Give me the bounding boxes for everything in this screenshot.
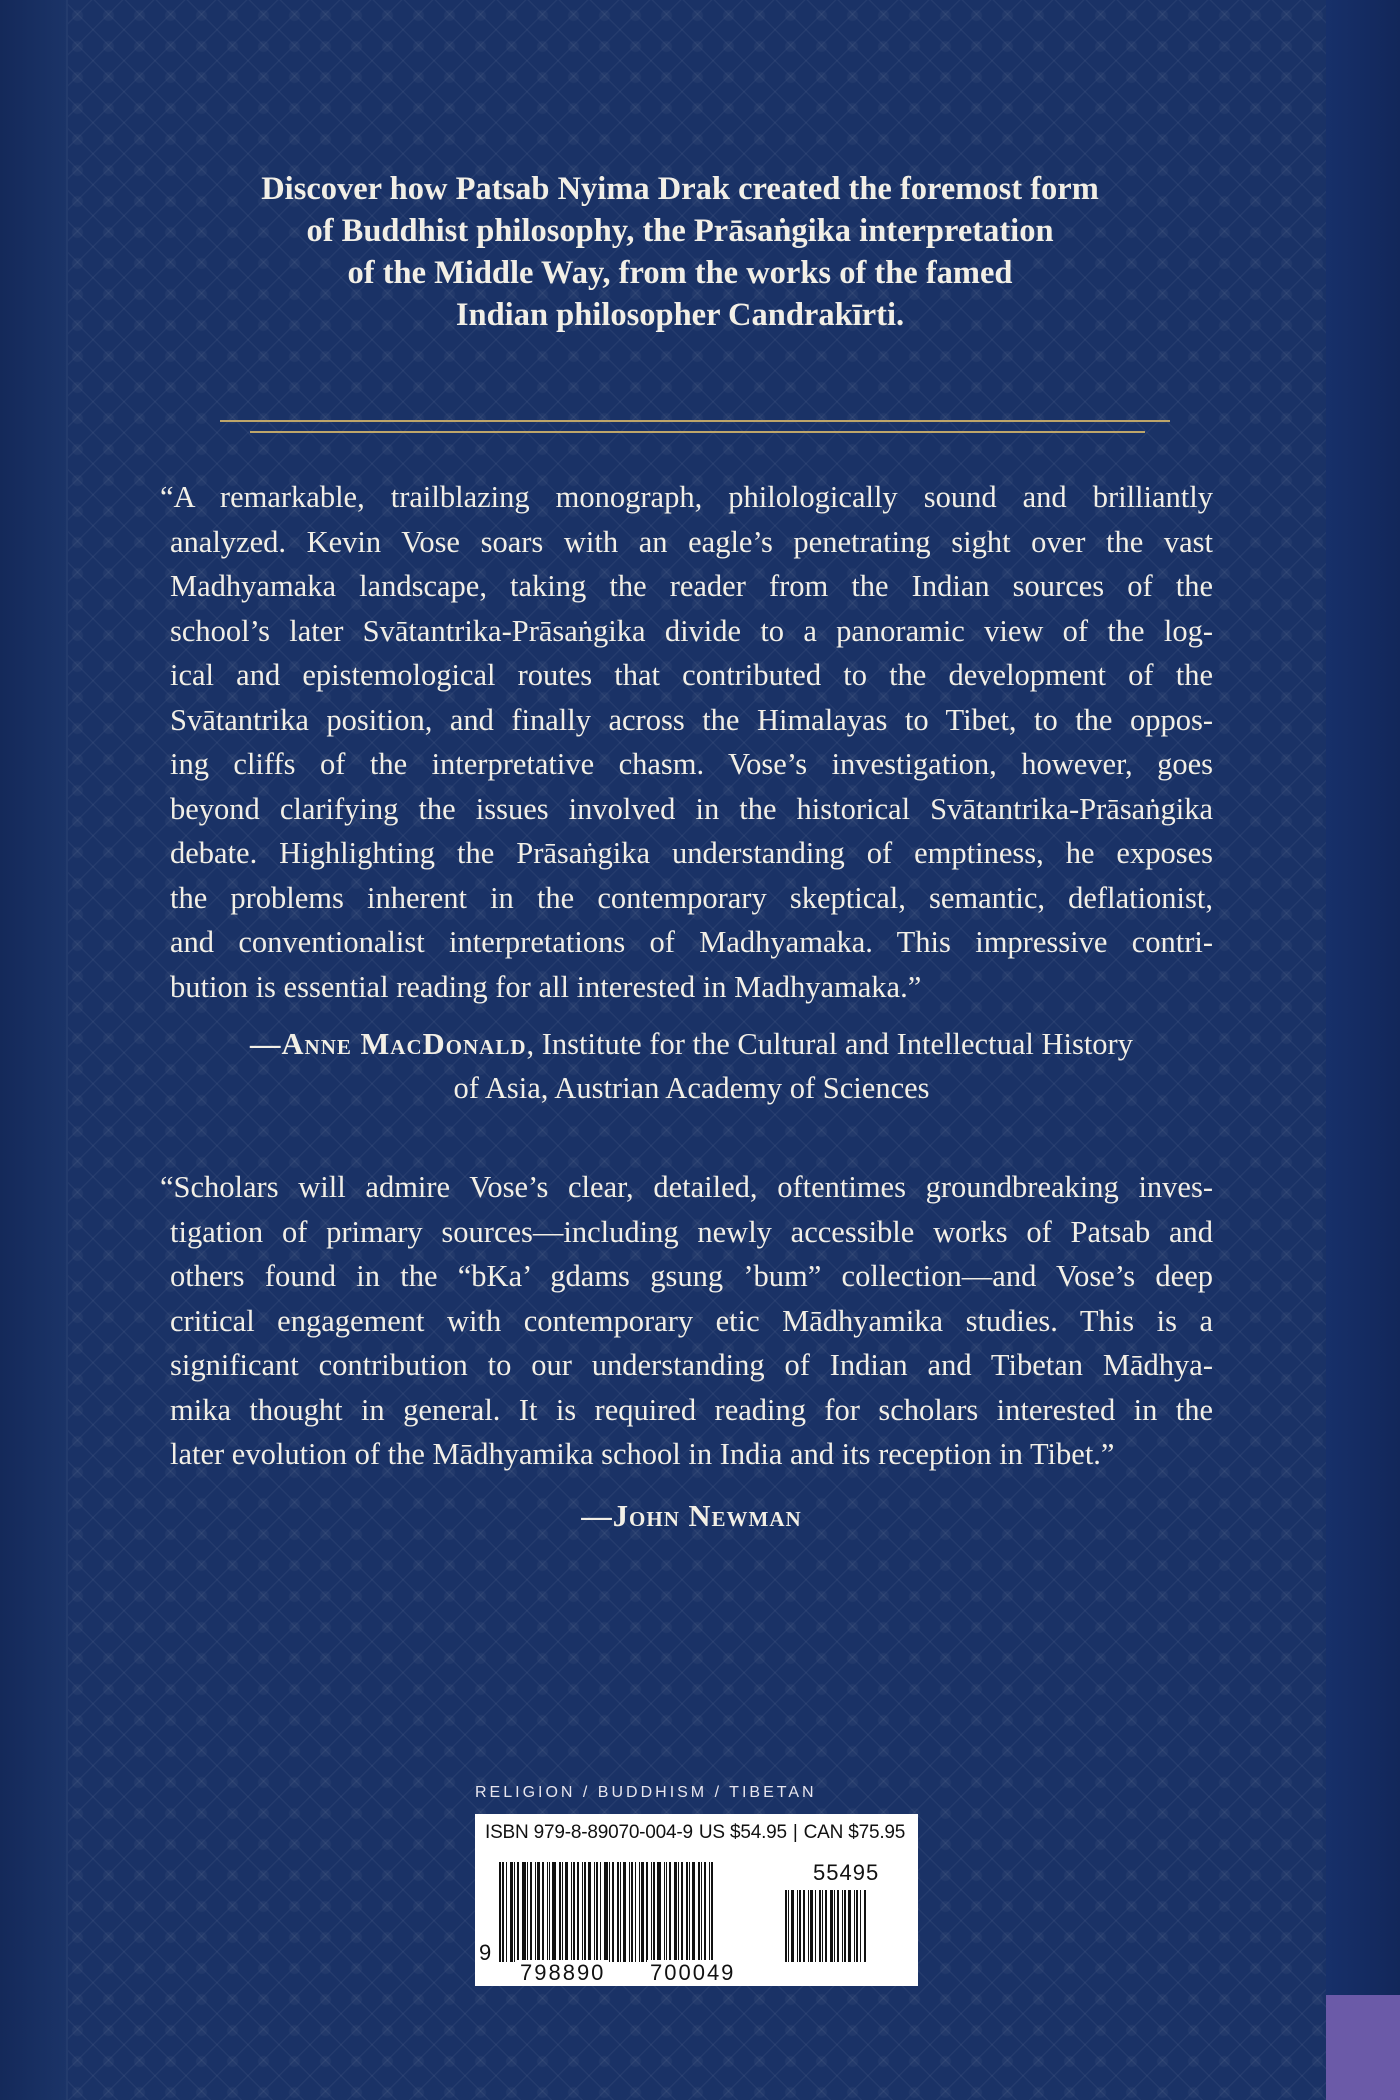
barcode-bar	[517, 1862, 519, 1962]
barcode-bar	[653, 1862, 655, 1962]
attribution-dash: —	[581, 1499, 613, 1533]
barcode-bar	[584, 1862, 586, 1962]
barcode-bar	[830, 1890, 833, 1962]
attribution-line	[170, 1494, 1213, 1538]
barcode-bar	[510, 1862, 513, 1962]
barcode-bar	[689, 1862, 690, 1962]
quote-line: bution is essential reading for all interested in Madhyamaka.”	[170, 969, 922, 1004]
barcode-bar	[522, 1862, 526, 1962]
barcode-bar	[547, 1862, 548, 1962]
barcode-bar	[646, 1862, 648, 1962]
quote-line: significant contribution to our understanding of Indian and Tibetan Mādhya-	[170, 1348, 1213, 1382]
quote-line: later evolution of the Mādhyamika school in India and its reception in Tibet.”	[170, 1437, 1115, 1471]
barcode-bar	[854, 1890, 855, 1962]
gold-rule-top	[220, 420, 1170, 422]
quote-line: ical and epistemological routes that contributed to the development of the	[170, 658, 1213, 692]
gold-rule-bottom	[250, 431, 1145, 433]
barcode-bar	[837, 1890, 839, 1962]
barcode-bar	[596, 1862, 598, 1962]
barcode-bar	[641, 1862, 644, 1962]
barcode-bar	[571, 1862, 572, 1962]
barcode-bar	[681, 1862, 683, 1962]
attribution-newman	[170, 1494, 1213, 1538]
quote-line: school’s later Svātantrika-Prāsaṅgika divide to a panoramic view of the log-	[170, 613, 1213, 648]
barcode-bar	[791, 1890, 794, 1962]
purple-edge-tab	[1326, 1995, 1400, 2100]
barcode-bar	[815, 1890, 816, 1962]
barcode-bar	[559, 1862, 561, 1962]
quote-line: beyond clarifying the issues involved in the historical Svātantrika-Prāsaṅgika	[170, 791, 1213, 826]
barcode-bar	[799, 1890, 801, 1962]
barcode-bar	[537, 1862, 540, 1962]
quote-line: mika thought in general. It is required reading for scholars interested in the	[170, 1392, 1213, 1427]
barcode-bar	[709, 1862, 710, 1962]
barcode-bar	[573, 1862, 575, 1962]
barcode-bar	[549, 1862, 550, 1962]
isbn-price-line	[485, 1822, 910, 1850]
subject-category: RELIGION / BUDDHISM / TIBETAN	[475, 1784, 817, 1801]
barcode-bar	[635, 1862, 636, 1962]
barcode-bar	[825, 1890, 827, 1962]
quote-line: analyzed. Kevin Vose soars with an eagle’s penetrating sight over the vast	[170, 524, 1213, 559]
tagline-line: Indian philosopher Candrakīrti.	[455, 297, 905, 333]
barcode-bar	[819, 1890, 821, 1962]
barcode-bar	[502, 1862, 504, 1962]
barcode-bar	[842, 1890, 843, 1962]
barcode-bar	[639, 1862, 640, 1962]
barcode-panel	[475, 1814, 918, 1986]
quote-line: debate. Highlighting the Prāsaṅgika understanding of emptiness, he exposes	[170, 836, 1213, 870]
barcode-bar	[612, 1862, 614, 1962]
barcode-bar	[651, 1862, 652, 1962]
attribution-name: Anne MacDonald	[281, 1027, 527, 1061]
isbn-text: ISBN 979-8-89070-004-9	[485, 1822, 693, 1843]
price-addon-barcode-bars	[785, 1890, 867, 1962]
barcode-bar	[674, 1862, 677, 1962]
barcode-bar	[535, 1862, 536, 1962]
price-separator: |	[792, 1822, 798, 1843]
barcode-bar	[620, 1862, 621, 1962]
attribution-dash: —	[250, 1027, 282, 1061]
attribution-name: John Newman	[612, 1499, 802, 1533]
left-edge-band	[0, 0, 68, 2100]
quote-line: ing cliffs of the interpretative chasm. Vose’s investigation, however, goes	[170, 747, 1213, 781]
quote-line: critical engagement with contemporary etic Mādhyamika studies. This is a	[170, 1303, 1213, 1338]
right-edge-band	[1326, 0, 1400, 2100]
barcode-bar	[803, 1890, 805, 1962]
barcode-bar	[669, 1862, 671, 1962]
barcode-bar	[808, 1890, 809, 1962]
barcode-bar	[704, 1862, 706, 1962]
attribution-affiliation-line2: of Asia, Austrian Academy of Sciences	[453, 1071, 930, 1105]
barcode-bar	[664, 1862, 665, 1962]
barcode-bar	[631, 1862, 633, 1962]
barcode-bar	[822, 1890, 823, 1962]
tagline-line: of Buddhist philosophy, the Prāsaṅgika interpretation	[306, 213, 1054, 249]
quote-line: tigation of primary sources—including newly accessible works of Patsab and	[170, 1214, 1213, 1249]
barcode-bar	[860, 1890, 861, 1962]
barcode-bar	[577, 1862, 579, 1962]
barcode-bar	[629, 1862, 630, 1962]
barcode-bar	[600, 1862, 601, 1962]
barcode-bar	[617, 1862, 619, 1962]
barcode-bar	[686, 1862, 688, 1962]
quote-line: and conventionalist interpretations of Madhyamaka. This impressive contri-	[170, 925, 1213, 959]
barcode-bar	[552, 1862, 556, 1962]
barcode-bar	[499, 1862, 501, 1962]
attribution-line	[170, 1022, 1213, 1066]
barcode-bar	[604, 1862, 608, 1962]
barcode-bar	[692, 1862, 695, 1962]
barcode-bar	[542, 1862, 544, 1962]
barcode-bar	[582, 1862, 583, 1962]
quote-line: Madhyamaka landscape, taking the reader from the Indian sources of the	[170, 569, 1213, 603]
barcode-bar	[506, 1862, 507, 1962]
barcode-bar	[864, 1890, 866, 1962]
endorsement-quote-newman	[160, 1165, 1213, 1477]
barcode-bar	[530, 1862, 532, 1962]
barcode-bar	[588, 1862, 591, 1962]
barcode-bar	[848, 1890, 851, 1962]
barcode-bar	[527, 1862, 528, 1962]
barcode-bar	[810, 1890, 813, 1962]
barcode-bar	[666, 1862, 667, 1962]
ean-barcode-bars	[499, 1862, 715, 1962]
barcode-bar	[565, 1862, 568, 1962]
barcode-bar	[856, 1890, 858, 1962]
barcode-digits-right: 700049	[647, 1960, 738, 1986]
endorsement-quote-macdonald	[160, 475, 1213, 1009]
barcode-bar	[698, 1862, 700, 1962]
barcode-addon-digits: 55495	[813, 1860, 880, 1885]
quote-line: others found in the “bKa’ gdams gsung ’bum” collection—and Vose’s deep	[170, 1259, 1213, 1293]
barcode-bar	[844, 1890, 846, 1962]
barcode-bar	[834, 1890, 835, 1962]
barcode-bar	[657, 1862, 661, 1962]
barcode-bar	[701, 1862, 702, 1962]
attribution-affiliation: , Institute for the Cultural and Intellectual History	[526, 1027, 1133, 1061]
barcode-lead-digit: 9	[479, 1940, 492, 1965]
barcode-bar	[594, 1862, 595, 1962]
barcode-bar	[785, 1890, 787, 1962]
barcode-bar	[711, 1862, 713, 1962]
barcode-bar	[623, 1862, 626, 1962]
quote-line: “A remarkable, trailblazing monograph, philologically sound and brilliantly	[160, 480, 1213, 514]
barcode-bar	[562, 1862, 563, 1962]
cover-tagline	[200, 168, 1160, 336]
quote-line: Svātantrika position, and finally across the Himalayas to Tibet, to the oppos-	[170, 702, 1213, 737]
tagline-line: Discover how Patsab Nyima Drak created the foremost form	[261, 171, 1099, 207]
tagline-line: of the Middle Way, from the works of the famed	[347, 255, 1013, 291]
price-us: US $54.95	[698, 1822, 787, 1843]
quote-line: “Scholars will admire Vose’s clear, detailed, oftentimes groundbreaking inves-	[160, 1170, 1213, 1204]
barcode-bar	[609, 1862, 610, 1962]
attribution-macdonald	[170, 1022, 1213, 1110]
barcode-bar	[797, 1890, 798, 1962]
barcode-bar	[514, 1862, 515, 1962]
price-can: CAN $75.95	[803, 1822, 906, 1843]
barcode-digits-left: 798890	[517, 1960, 608, 1986]
barcode-bar	[788, 1890, 789, 1962]
barcode-bar	[678, 1862, 679, 1962]
quote-line: the problems inherent in the contemporary skeptical, semantic, deflationist,	[170, 880, 1213, 915]
